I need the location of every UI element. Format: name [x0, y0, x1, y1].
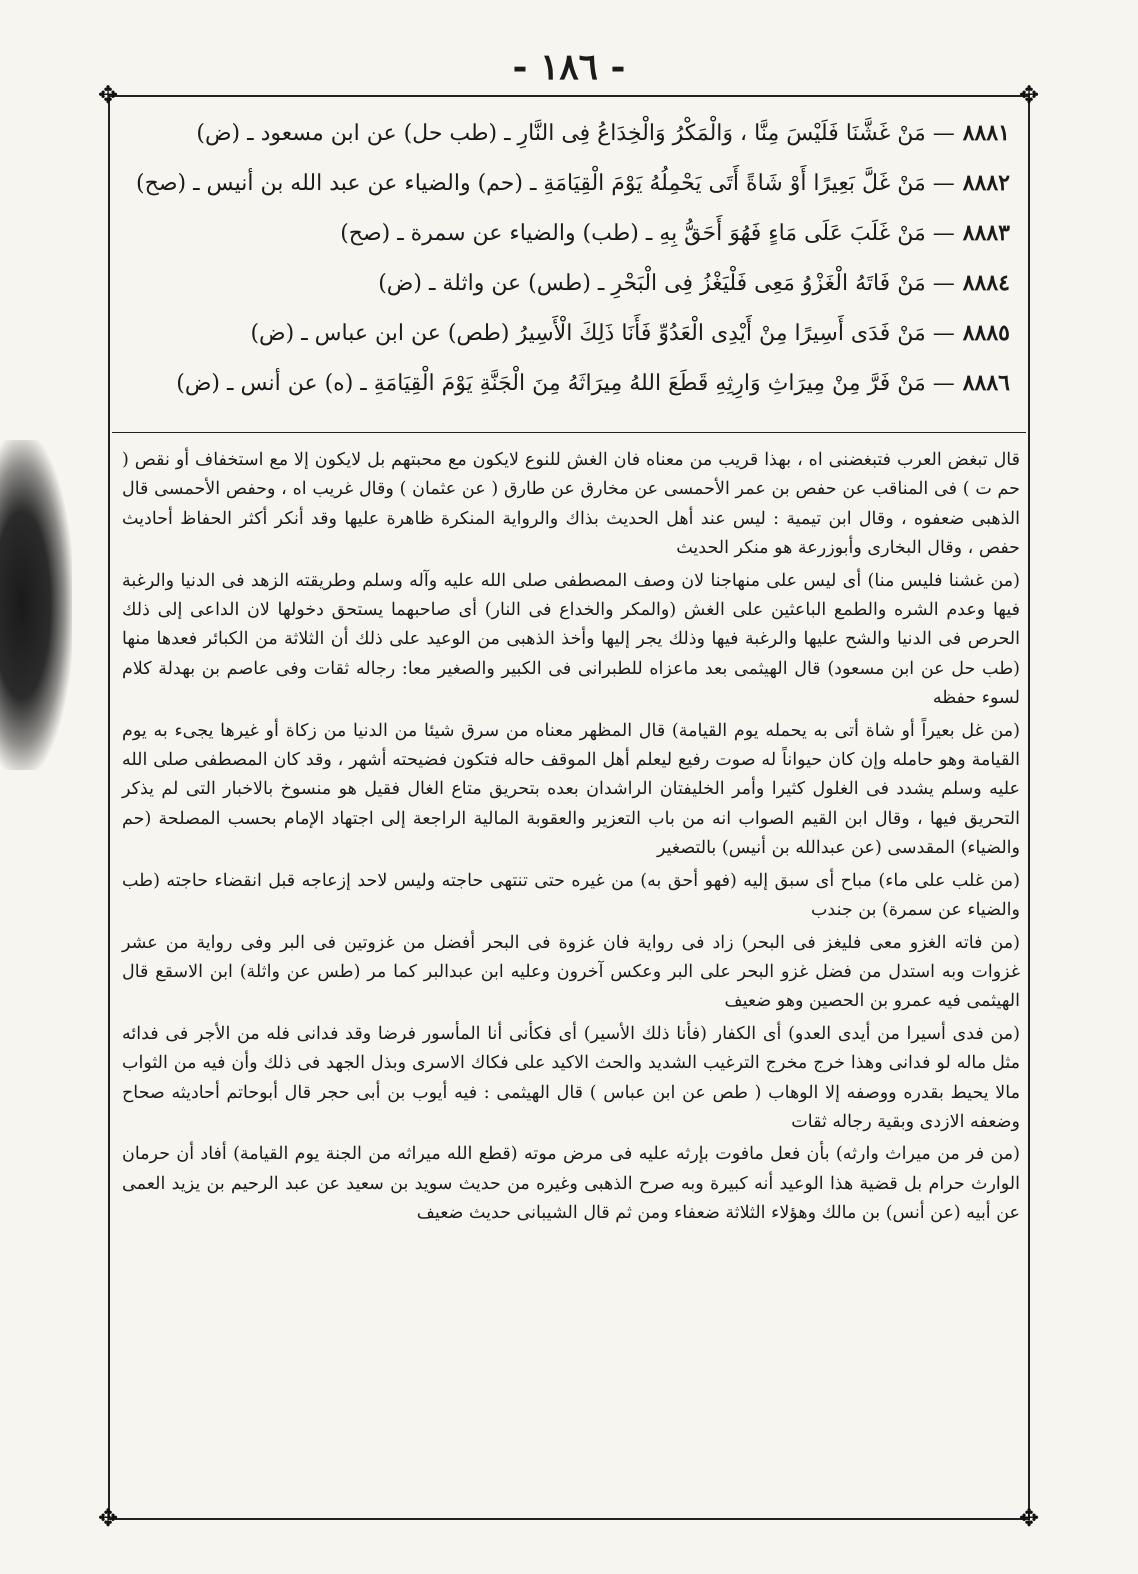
- corner-ornament-icon: ✥: [97, 81, 119, 109]
- commentary-paragraph: (من غل بعيراً أو شاة أتى به يحمله يوم القيامة) قال المظهر معناه من سرق شيئا من الدنيا من زكاة أو غيرها يجىء به يوم القيامة وهو حامله وإن كان حيواناً له صوت رفيع ليعلم أهل الموقف حاله فتكون فضيحته أشهر ، وقد كان المصطفى صلى الله عليه وسلم يشدد فى الغلول كثيرا وأمر الخليفتان الراشدان بعده بتحريق متاع الغال فقيل هو منسوخ بالاخبار التى لم يذكر التحريق فيها ، وقال ابن القيم الصواب انه من باب التعزير والعقوبة المالية الراجعة إلى اجتهاد الإمام بحسب المصلحة (حم والضياء) المقدسى (عن عبدالله بن أنيس) بالتصغير: [122, 720, 1020, 859]
- hadith-line: [130, 108, 1010, 158]
- frame-bottom-border: [108, 1518, 1030, 1520]
- hadith-number: ٨٨٨٦: [962, 370, 1010, 396]
- hadith-text: — مَنْ غَشَّنَا فَلَيْسَ مِنَّا ، وَالْمَكْرُ وَالْخِدَاعُ فِى النَّارِ ـ (طب حل) عن ابن مسعود ـ (ض): [196, 121, 955, 146]
- commentary-paragraph: (من فاته الغزو معى فليغز فى البحر) زاد فى رواية فان غزوة فى البحر أفضل من غزوتين فى البر وفى رواية من عشر غزوات وبه استدل من فضل غزو البحر على البر وعكس آخرون وعليه ابن عبدالبر كما مر (طس عن واثلة) ابن الاسقع قال الهيثمى فيه عمرو بن الحصين وهو ضعيف: [122, 932, 1020, 1012]
- frame-right-border: [1028, 95, 1030, 1520]
- hadith-number: ٨٨٨٢: [962, 170, 1010, 196]
- hadith-list: [130, 108, 1010, 408]
- hadith-number: ٨٨٨٣: [962, 220, 1010, 246]
- corner-ornament-icon: ✥: [1018, 81, 1040, 109]
- corner-ornament-icon: ✥: [1018, 1504, 1040, 1532]
- hadith-text: — مَنْ غَلَبَ عَلَى مَاءٍ فَهُوَ أَحَقُّ بِهِ ـ (طب) والضياء عن سمرة ـ (صح): [340, 221, 955, 246]
- page-number: - ١٨٦ -: [512, 46, 626, 88]
- commentary: [122, 446, 1020, 1229]
- hadith-text: — مَنْ فَاتَهُ الْغَزْوُ مَعِى فَلْيَغْزُ فِى الْبَحْرِ ـ (طس) عن واثلة ـ (ض): [378, 271, 955, 296]
- scan-smudge: [0, 440, 72, 770]
- commentary-paragraph: قال تبغض العرب فتبغضنى اه ، بهذا قريب من معناه فان الغش للنوع لايكون مع محبتهم بل لايكون إلا مع استخفاف أو نقص ( حم ت ) فى المناقب عن حفص بن عمر الأحمسى عن مخارق عن طارق ( عن عثمان ) وقال غريب اه ، وحفص الأحمسى قال الذهبى ضعفوه ، وقال ابن تيمية : ليس عند أهل الحديث بذاك والرواية المنكرة ظاهرة عليها وقد أنكر أكثر الحفاظ أحاديث حفص ، وقال البخارى وأبوزرعة هو منكر الحديث: [122, 450, 1020, 559]
- hadith-number: ٨٨٨١: [962, 120, 1010, 146]
- frame-left-border: [108, 95, 110, 1520]
- commentary-paragraph: (من غلب على ماء) مباح أى سبق إليه (فهو أحق به) من غيره حتى تنتهى حاجته وليس لاحد إزعاجه قبل انقضاء حاجته (طب والضياء عن سمرة) بن جندب: [122, 870, 1020, 921]
- hadith-text: — مَنْ فَدَى أَسِيرًا مِنْ أَيْدِى الْعَدُوِّ فَأَنَا ذَلِكَ الْأَسِيرُ (طص) عن ابن عباس ـ (ض): [250, 321, 955, 346]
- section-divider: [112, 432, 1026, 433]
- hadith-line: [130, 208, 1010, 258]
- hadith-line: [130, 308, 1010, 358]
- commentary-paragraph: (من فر من ميراث وارثه) بأن فعل مافوت بإرثه عليه فى مرض موته (قطع الله ميراثه من الجنة يوم القيامة) أفاد أن حرمان الوارث حرام بل قضية هذا الوعيد أنه كبيرة وبه صرح الذهبى وغيره من حديث سويد بن سعيد عن عبد الرحيم بن يزيد العمى عن أبيه (عن أنس) بن مالك وهؤلاء الثلاثة ضعفاء ومن ثم قال الشيبانى حديث ضعيف: [122, 1144, 1020, 1224]
- hadith-line: [130, 158, 1010, 208]
- hadith-text: — مَنْ فَرَّ مِنْ مِيرَاثِ وَارِثِهِ قَطَعَ اللهُ مِيرَاثَهُ مِنَ الْجَنَّةِ يَوْمَ الْقِيَامَةِ ـ (ه) عن أنس ـ (ض): [176, 371, 955, 396]
- hadith-text: — مَنْ غَلَّ بَعِيرًا أَوْ شَاةً أَتَى يَحْمِلُهُ يَوْمَ الْقِيَامَةِ ـ (حم) والضياء عن عبد الله بن أنيس ـ (صح): [136, 171, 955, 196]
- hadith-number: ٨٨٨٥: [962, 320, 1010, 346]
- hadith-line: [130, 258, 1010, 308]
- hadith-number: ٨٨٨٤: [962, 270, 1010, 296]
- hadith-line: [130, 358, 1010, 408]
- commentary-paragraph: (من فدى أسيرا من أيدى العدو) أى الكفار (فأنا ذلك الأسير) أى فكأنى أنا المأسور فرضا وقد فدانى فله من الأجر فى فدائه مثل ماله لو فدانى وهذا خرج مخرج الترغيب الشديد والحث الاكيد على فكاك الاسرى وبذل الجهد فى ذلك وأن فيه من الثواب مالا يحيط بقدره ووصفه إلا الوهاب ( طص عن ابن عباس ) قال الهيثمى : فيه أيوب بن أبى حجر قال أبوحاتم أحاديثه صحاح وضعفه الازدى وبقية رجاله ثقات: [122, 1023, 1020, 1132]
- commentary-paragraph: (من غشنا فليس منا) أى ليس على منهاجنا لان وصف المصطفى صلى الله عليه وآله وسلم وطريقته الزهد فى الدنيا والرغبة فيها وعدم الشره والطمع الباعثين على الغش (والمكر والخداع فى النار) أى صاحبهما يستحق دخولها لان الداعى إلى ذلك الحرص فى الدنيا والشح عليها والرغبة فيها وذلك يجر إليها وأخذ الذهبى من الوعيد على ذلك أن الثلاثة من الكبائر فعدها منها (طب حل عن ابن مسعود) قال الهيثمى بعد ماعزاه للطبرانى فى الكبير والصغير معا: رجاله ثقات وفى عاصم بن بهدلة كلام لسوء حفظه: [122, 570, 1020, 709]
- corner-ornament-icon: ✥: [97, 1504, 119, 1532]
- frame-top-border: [108, 95, 1030, 97]
